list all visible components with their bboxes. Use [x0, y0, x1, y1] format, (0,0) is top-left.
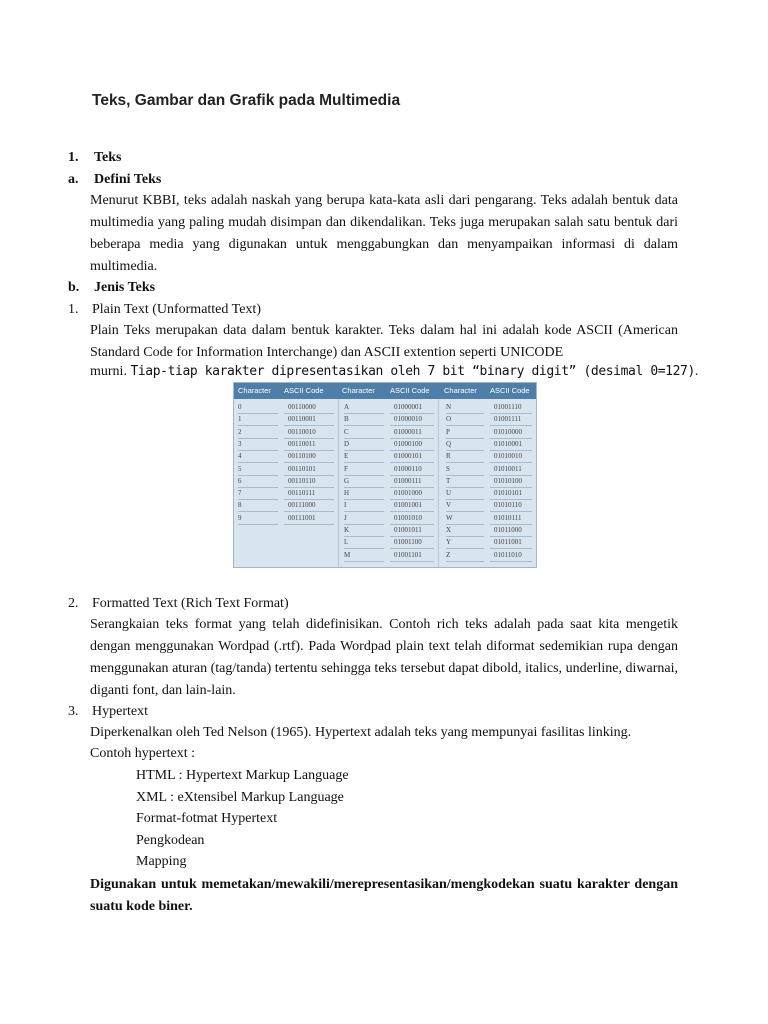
cell-underline	[238, 499, 278, 500]
ascii-code-cell: 01000100	[394, 439, 422, 448]
ascii-code-table	[233, 382, 537, 568]
cell-underline	[344, 524, 384, 525]
cell-underline	[344, 450, 384, 451]
ascii-character-cell: B	[344, 415, 349, 424]
section-1-label: Teks	[94, 150, 122, 165]
cell-underline	[238, 425, 278, 426]
example-item: Format-fotmat Hypertext	[136, 811, 278, 826]
table-divider	[438, 399, 439, 567]
cell-underline	[490, 511, 532, 512]
ascii-character-cell: Y	[446, 538, 452, 547]
ascii-character-cell: 2	[238, 427, 242, 436]
example-item: Pengkodean	[136, 833, 205, 848]
cell-underline	[390, 413, 434, 414]
ascii-code-cell: 01001000	[394, 489, 422, 498]
ascii-character-cell: J	[344, 513, 347, 522]
item-2-number: 2.	[68, 596, 79, 611]
cell-underline	[238, 450, 278, 451]
cell-underline	[390, 438, 434, 439]
cell-underline	[390, 450, 434, 451]
ascii-code-cell: 01011010	[494, 550, 522, 559]
cell-underline	[238, 524, 278, 525]
cell-underline	[446, 462, 484, 463]
ascii-code-cell: 00110000	[288, 403, 316, 411]
section-1-heading	[68, 150, 122, 166]
ascii-code-cell: 01010100	[494, 476, 522, 485]
cell-underline	[390, 475, 434, 476]
header-character-1: Character	[238, 386, 271, 395]
ascii-code-cell: 00110011	[288, 439, 316, 448]
ascii-character-cell: R	[446, 452, 451, 461]
ascii-code-cell: 01011000	[494, 526, 522, 534]
ascii-character-cell: L	[344, 538, 349, 547]
plain-text-line-start: murni.	[90, 364, 131, 379]
cell-underline	[284, 438, 334, 439]
header-ascii-code-2: ASCII Code	[390, 386, 430, 395]
example-item: Mapping	[136, 854, 187, 869]
rich-text-paragraph: Serangkaian teks format yang telah didefinisikan. Contoh rich teks adalah pada saat kita mengetik dengan menggunakan Wordpad (.rtf). Pada Wordpad plain text telah diformat sedemikian rupa dengan menggunakan aturan (tag/tanda) tertentu sehingga teks tersebut dapat dibold, italics, underline, diwarnai, diganti font, dan lain-lain.	[90, 617, 678, 698]
cell-underline	[284, 450, 334, 451]
ascii-character-cell: S	[446, 464, 450, 473]
cell-underline	[238, 475, 278, 476]
cell-underline	[344, 487, 384, 488]
item-2-heading	[68, 596, 289, 612]
item-3-label: Hypertext	[92, 704, 148, 719]
ascii-character-cell: P	[446, 427, 450, 436]
ascii-character-cell: Q	[446, 439, 452, 448]
ascii-code-cell: 01001100	[394, 538, 422, 547]
ascii-character-cell: C	[344, 427, 349, 436]
ascii-character-cell: 5	[238, 464, 242, 473]
ascii-character-cell: 1	[238, 415, 242, 424]
cell-underline	[238, 511, 278, 512]
cell-underline	[446, 487, 484, 488]
hypertext-paragraph: Diperkenalkan oleh Ted Nelson (1965). Hypertext adalah teks yang mempunyai fasilitas linking.	[90, 725, 632, 740]
ascii-character-cell: E	[344, 452, 349, 461]
mapping-description: Digunakan untuk memetakan/mewakili/merepresentasikan/mengkodekan suatu karakter dengan suatu kode biner.	[90, 877, 678, 914]
section-a-heading	[68, 172, 161, 188]
cell-underline	[238, 413, 278, 414]
ascii-code-cell: 00110110	[288, 476, 316, 485]
ascii-code-cell: 01010110	[494, 501, 522, 510]
cell-underline	[490, 462, 532, 463]
cell-underline	[344, 536, 384, 537]
header-character-2: Character	[342, 386, 375, 395]
cell-underline	[344, 438, 384, 439]
cell-underline	[284, 487, 334, 488]
ascii-code-cell: 01010011	[494, 464, 522, 473]
ascii-character-cell: Z	[446, 550, 451, 559]
cell-underline	[390, 462, 434, 463]
ascii-code-cell: 01010010	[494, 452, 522, 461]
ascii-code-cell: 01000011	[394, 427, 422, 436]
cell-underline	[390, 511, 434, 512]
ascii-code-cell: 01011001	[494, 538, 522, 547]
cell-underline	[490, 450, 532, 451]
cell-underline	[446, 511, 484, 512]
cell-underline	[284, 511, 334, 512]
ascii-character-cell: 0	[238, 403, 242, 411]
cell-underline	[344, 548, 384, 549]
ascii-character-cell: A	[344, 403, 350, 411]
ascii-code-cell: 01001010	[394, 513, 422, 522]
page-title: Teks, Gambar dan Grafik pada Multimedia	[92, 92, 401, 109]
ascii-character-cell: V	[446, 501, 452, 510]
definition-paragraph: Menurut KBBI, teks adalah naskah yang berupa kata-kata asli dari pengarang. Teks adalah bentuk data multimedia yang paling mudah disimpan dan dikendalikan. Teks juga merupakan salah satu bentuk dari beberapa media yang digunakan untuk menggabungkan dan menyampaikan informasi di dalam multimedia.	[90, 193, 678, 274]
cell-underline	[344, 413, 384, 414]
plain-text-paragraph-last-line	[90, 364, 698, 380]
ascii-code-cell: 01010000	[494, 427, 522, 436]
ascii-character-cell: 3	[238, 439, 242, 448]
ascii-code-cell: 00111001	[288, 513, 316, 522]
ascii-code-cell: 01010111	[494, 513, 522, 522]
ascii-character-cell: 6	[238, 476, 242, 485]
cell-underline	[390, 548, 434, 549]
ascii-character-cell: G	[344, 476, 350, 485]
cell-underline	[446, 561, 484, 562]
cell-underline	[446, 499, 484, 500]
cell-underline	[490, 548, 532, 549]
plain-text-paragraph: Plain Teks merupakan data dalam bentuk karakter. Teks dalam hal ini adalah kode ASCII (American Standard Code for Information Interchange) dan ASCII extention seperti UNICODE	[90, 323, 678, 360]
ascii-code-cell: 01001110	[494, 403, 522, 411]
cell-underline	[490, 487, 532, 488]
example-item: HTML : Hypertext Markup Language	[136, 768, 349, 783]
cell-underline	[390, 499, 434, 500]
ascii-character-cell: D	[344, 439, 350, 448]
ascii-code-cell: 01001011	[394, 526, 422, 534]
plain-text-line-end: .	[694, 364, 699, 379]
cell-underline	[390, 487, 434, 488]
cell-underline	[284, 413, 334, 414]
ascii-character-cell: U	[446, 489, 452, 498]
cell-underline	[446, 425, 484, 426]
ascii-character-cell: T	[446, 476, 451, 485]
ascii-code-cell: 00110001	[288, 415, 316, 424]
item-1-heading	[68, 302, 261, 318]
cell-underline	[344, 462, 384, 463]
cell-underline	[390, 524, 434, 525]
ascii-character-cell: F	[344, 464, 348, 473]
section-a-label: Defini Teks	[94, 172, 162, 187]
cell-underline	[446, 413, 484, 414]
ascii-code-cell: 01000110	[394, 464, 422, 473]
cell-underline	[390, 425, 434, 426]
ascii-character-cell: 9	[238, 513, 242, 522]
cell-underline	[446, 450, 484, 451]
ascii-character-cell: 4	[238, 452, 242, 461]
table-divider	[338, 399, 339, 567]
ascii-character-cell: X	[446, 526, 452, 534]
cell-underline	[490, 413, 532, 414]
cell-underline	[490, 425, 532, 426]
ascii-code-cell: 00110101	[288, 464, 316, 473]
section-1-number: 1.	[68, 150, 79, 165]
cell-underline	[446, 524, 484, 525]
ascii-character-cell: 8	[238, 501, 242, 510]
cell-underline	[490, 475, 532, 476]
cell-underline	[344, 511, 384, 512]
section-b-label: Jenis Teks	[94, 280, 156, 295]
ascii-character-cell: H	[344, 489, 350, 498]
cell-underline	[446, 548, 484, 549]
ascii-code-cell: 01000001	[394, 403, 422, 411]
cell-underline	[490, 499, 532, 500]
cell-underline	[238, 462, 278, 463]
cell-underline	[344, 561, 384, 562]
section-b-number: b.	[68, 280, 80, 295]
ascii-code-cell: 01010101	[494, 489, 522, 498]
cell-underline	[284, 425, 334, 426]
header-character-3: Character	[444, 386, 477, 395]
ascii-table-header	[234, 383, 536, 399]
cell-underline	[490, 524, 532, 525]
ascii-code-cell: 01000010	[394, 415, 422, 424]
ascii-code-cell: 00110111	[288, 489, 316, 498]
cell-underline	[284, 499, 334, 500]
cell-underline	[390, 561, 434, 562]
cell-underline	[390, 536, 434, 537]
ascii-code-cell: 01000111	[394, 476, 422, 485]
ascii-character-cell: K	[344, 526, 350, 534]
ascii-code-cell: 01000101	[394, 452, 422, 461]
header-ascii-code-3: ASCII Code	[490, 386, 530, 395]
item-2-label: Formatted Text (Rich Text Format)	[92, 596, 289, 611]
item-3-number: 3.	[68, 704, 79, 719]
cell-underline	[490, 561, 532, 562]
section-b-heading	[68, 280, 155, 296]
cell-underline	[284, 475, 334, 476]
ascii-code-cell: 01001001	[394, 501, 422, 510]
cell-underline	[490, 536, 532, 537]
ascii-character-cell: N	[446, 403, 452, 411]
cell-underline	[446, 536, 484, 537]
hypertext-example-intro: Contoh hypertext :	[90, 746, 195, 761]
cell-underline	[284, 462, 334, 463]
ascii-code-cell: 00110100	[288, 452, 316, 461]
section-a-number: a.	[68, 172, 79, 187]
example-item: XML : eXtensibel Markup Language	[136, 790, 344, 805]
ascii-character-cell: 7	[238, 489, 242, 498]
header-ascii-code-1: ASCII Code	[284, 386, 324, 395]
cell-underline	[284, 524, 334, 525]
cell-underline	[238, 438, 278, 439]
cell-underline	[238, 487, 278, 488]
cell-underline	[344, 425, 384, 426]
ascii-character-cell: O	[446, 415, 452, 424]
ascii-code-cell: 01001101	[394, 550, 422, 559]
plain-text-bit-note: Tiap-tiap karakter dipresentasikan oleh 7 bit “binary digit” (desimal 0=127)	[130, 364, 695, 379]
ascii-code-cell: 00111000	[288, 501, 316, 510]
cell-underline	[344, 475, 384, 476]
ascii-code-cell: 01001111	[494, 415, 522, 424]
ascii-character-cell: W	[446, 513, 453, 522]
item-1-label: Plain Text (Unformatted Text)	[92, 302, 261, 317]
ascii-code-cell: 01010001	[494, 439, 522, 448]
cell-underline	[490, 438, 532, 439]
cell-underline	[446, 475, 484, 476]
cell-underline	[446, 438, 484, 439]
ascii-character-cell: I	[344, 501, 347, 510]
item-3-heading	[68, 704, 148, 720]
item-1-number: 1.	[68, 302, 79, 317]
ascii-character-cell: M	[344, 550, 351, 559]
ascii-code-cell: 00110010	[288, 427, 316, 436]
cell-underline	[344, 499, 384, 500]
